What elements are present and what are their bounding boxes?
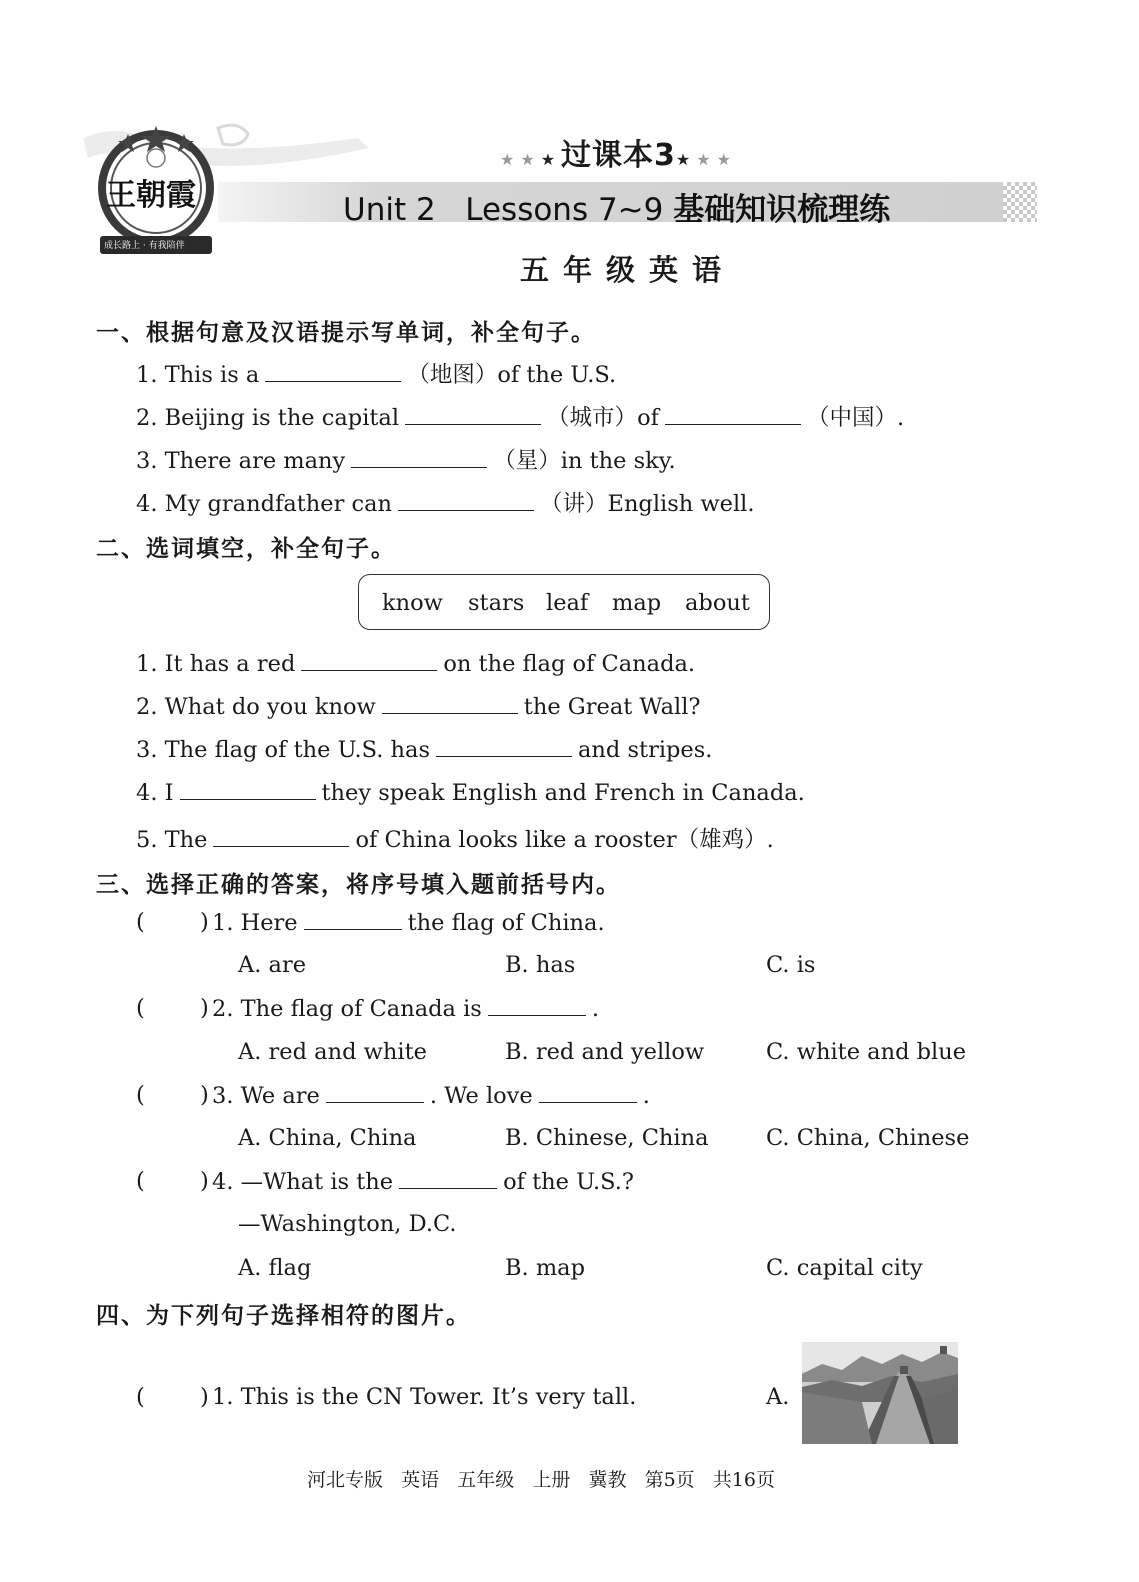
answer-paren-open: (	[136, 1168, 145, 1194]
q-text: 1. Here	[212, 910, 298, 936]
answer-blank[interactable]	[180, 779, 316, 800]
option-c[interactable]: C. white and blue	[766, 1039, 967, 1065]
answer-paren-open: (	[136, 995, 145, 1021]
s1-question-1	[136, 357, 616, 389]
s3-question-2	[212, 995, 599, 1022]
q-text: 3. The flag of the U.S. has	[136, 737, 431, 763]
s1-question-2	[136, 400, 904, 432]
q-text: 2. What do you know	[136, 694, 376, 720]
q-hint: （地图）	[407, 362, 498, 388]
answer-blank[interactable]	[405, 404, 541, 425]
q-text: 3. There are many	[136, 448, 346, 474]
word-bank-item: about	[685, 590, 750, 616]
section-2-heading: 二、选词填空，补全句子。	[96, 536, 396, 562]
title-cn: 基础知识梳理练	[673, 192, 891, 228]
answer-paren-close: )	[200, 995, 209, 1021]
answer-blank[interactable]	[398, 490, 534, 511]
section-3-heading: 三、选择正确的答案，将序号填入题前括号内。	[96, 872, 621, 898]
s3-question-1	[212, 909, 605, 936]
word-bank	[358, 574, 770, 630]
q-text: 3. We are	[212, 1083, 320, 1109]
brand-ribbon: 成长路上 · 有我陪伴	[104, 241, 185, 251]
page-title	[343, 184, 890, 229]
option-a[interactable]: A. China, China	[238, 1125, 417, 1151]
q-text: 2. The flag of Canada is	[212, 996, 482, 1022]
star-icon: ★★	[696, 150, 737, 169]
option-b[interactable]: B. red and yellow	[505, 1039, 705, 1065]
q-text: . We love	[429, 1083, 533, 1109]
series-label	[500, 130, 737, 174]
answer-blank[interactable]	[326, 1082, 424, 1103]
option-a[interactable]: A. red and white	[238, 1039, 427, 1065]
s3-question-4	[212, 1168, 634, 1195]
answer-blank[interactable]	[436, 736, 572, 757]
q-text: in the sky.	[560, 448, 676, 474]
q-text: 1. It has a red	[136, 651, 296, 677]
q-text: the Great Wall?	[523, 694, 701, 720]
answer-blank[interactable]	[351, 447, 487, 468]
q-hint: （中国）.	[806, 405, 905, 431]
s3-question-3	[212, 1082, 650, 1109]
answer-blank[interactable]	[265, 361, 401, 382]
section-1-heading: 一、根据句意及汉语提示写单词，补全句子。	[96, 320, 596, 346]
answer-paren-open: (	[136, 1384, 145, 1410]
s2-question-4	[136, 779, 805, 806]
s2-question-5	[136, 822, 774, 854]
q-text: 4. My grandfather can	[136, 491, 392, 517]
q-text: 1. This is a	[136, 362, 260, 388]
q-text: 2. Beijing is the capital	[136, 405, 400, 431]
q-text: of the U.S.?	[503, 1169, 634, 1195]
word-bank-item: know	[382, 590, 443, 616]
s2-question-3	[136, 736, 712, 763]
s1-question-3	[136, 443, 676, 475]
q-text: 4. I	[136, 780, 174, 806]
option-a[interactable]: A. flag	[238, 1255, 312, 1281]
option-b[interactable]: B. map	[505, 1255, 585, 1281]
word-bank-item: stars	[468, 590, 525, 616]
answer-blank[interactable]	[665, 404, 801, 425]
answer-blank[interactable]	[213, 826, 349, 847]
page-subtitle: 五年级英语	[520, 253, 736, 287]
q-hint: （星）	[493, 448, 561, 474]
s4-question-1: 1. This is the CN Tower. It’s very tall.	[212, 1384, 637, 1410]
title-en: Unit 2 Lessons 7~9	[343, 192, 674, 228]
option-c[interactable]: C. China, Chinese	[766, 1125, 970, 1151]
answer-paren-open: (	[136, 909, 145, 935]
brand-name: 王朝霞	[106, 178, 196, 213]
answer-paren-close: )	[200, 1384, 209, 1410]
q-text: of	[637, 405, 659, 431]
star-icon: ★	[540, 150, 562, 169]
option-b[interactable]: B. Chinese, China	[505, 1125, 709, 1151]
q-text: on the flag of Canada.	[443, 651, 696, 677]
answer-paren-close: )	[200, 1168, 209, 1194]
q-text: 5. The	[136, 827, 208, 853]
s3-question-4-answer-line: —Washington, D.C.	[238, 1211, 457, 1237]
answer-blank[interactable]	[488, 995, 586, 1016]
title-band-pattern	[1003, 182, 1037, 222]
q-text: they speak English and French in Canada.	[321, 780, 805, 806]
option-b[interactable]: B. has	[505, 952, 576, 978]
q-text: .	[642, 1083, 650, 1109]
q-text: 4. —What is the	[212, 1169, 394, 1195]
great-wall-photo[interactable]	[802, 1342, 958, 1444]
answer-blank[interactable]	[304, 909, 402, 930]
answer-blank[interactable]	[301, 650, 437, 671]
star-icon: ★	[675, 150, 697, 169]
section-4-heading: 四、为下列句子选择相符的图片。	[96, 1303, 471, 1329]
word-bank-item: leaf	[546, 590, 589, 616]
picture-option-label[interactable]: A.	[766, 1384, 790, 1410]
answer-paren-close: )	[200, 1082, 209, 1108]
answer-blank[interactable]	[539, 1082, 637, 1103]
answer-blank[interactable]	[382, 693, 518, 714]
q-text: and stripes.	[578, 737, 713, 763]
q-text: English well.	[607, 491, 755, 517]
q-hint: （讲）	[540, 491, 608, 517]
s1-question-4	[136, 486, 755, 518]
answer-paren-open: (	[136, 1082, 145, 1108]
q-hint: （城市）	[547, 405, 638, 431]
q-text: of the U.S.	[497, 362, 617, 388]
s2-question-1	[136, 650, 695, 677]
option-a[interactable]: A. are	[238, 952, 307, 978]
star-icon: ★★	[500, 150, 541, 169]
answer-blank[interactable]	[399, 1168, 497, 1189]
option-c[interactable]: C. capital city	[766, 1255, 923, 1281]
series-text: 过课本3	[561, 138, 676, 173]
q-text: the flag of China.	[407, 910, 605, 936]
page-footer: 河北专版 英语 五年级 上册 冀教 第5页 共16页	[307, 1469, 775, 1491]
s2-question-2	[136, 693, 700, 720]
answer-paren-close: )	[200, 909, 209, 935]
word-bank-item: map	[612, 590, 662, 616]
q-text: .	[591, 996, 599, 1022]
q-text: of China looks like a rooster（雄鸡）.	[355, 827, 774, 853]
option-c[interactable]: C. is	[766, 952, 816, 978]
